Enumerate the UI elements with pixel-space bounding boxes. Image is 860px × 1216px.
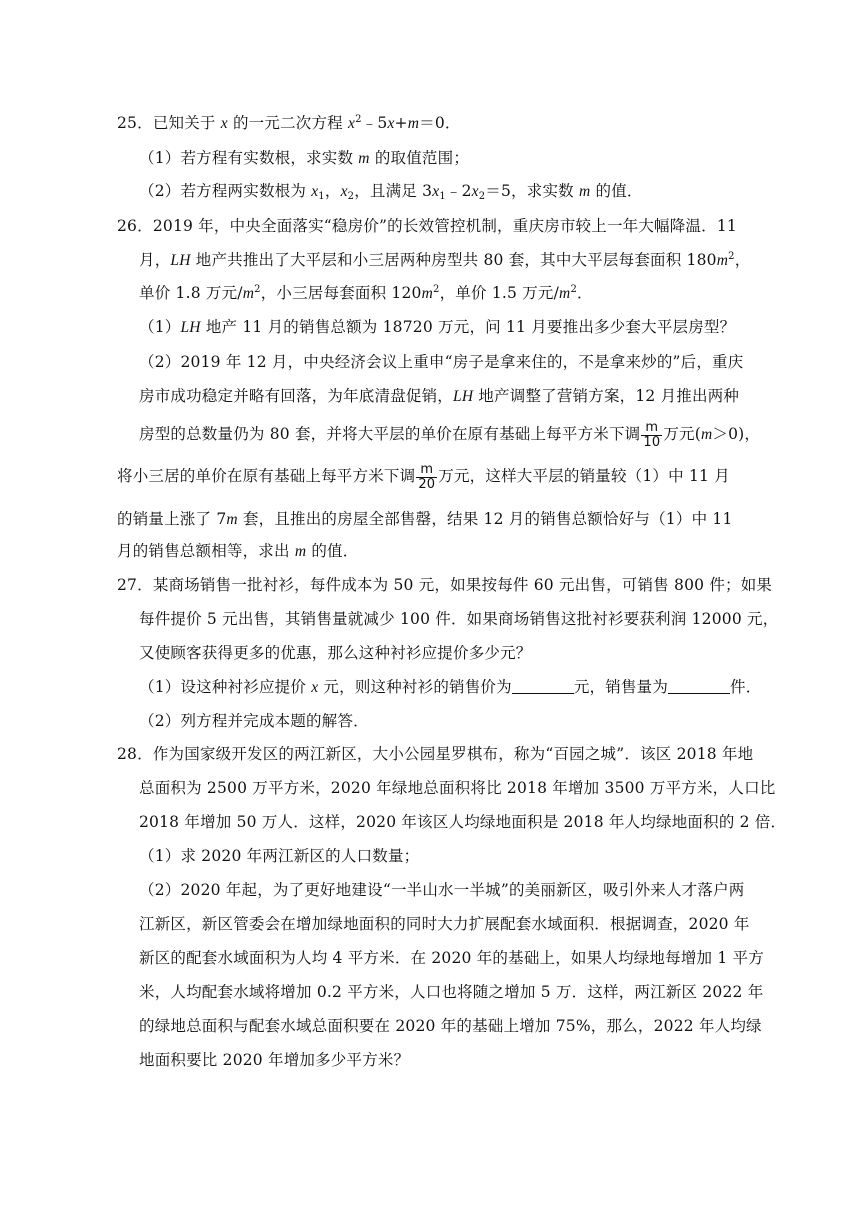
q26-line-2 <box>139 250 750 271</box>
q26-p2-l3-text-a: 房型的总数量仍为 80 套，并将大平层的单价在原有基础上每平方米下调 <box>139 425 641 443</box>
q25-part2 <box>139 181 643 202</box>
exponent: 2 <box>728 251 735 262</box>
q26-part2-line-3 <box>139 418 760 451</box>
var-m: m <box>579 183 591 200</box>
q28-part2-line-5: 的绿地总面积与配套水域总面积要在 2020 年的基础上增加 75%，那么，2022 年人均绿 <box>139 1017 762 1035</box>
q26-part2-line-4 <box>117 460 730 492</box>
exponent: 2 <box>355 114 362 125</box>
q26-l3-text-c: ，单价 1.5 万元/ <box>439 284 560 302</box>
subscript: 1 <box>439 191 446 202</box>
var-m: m <box>358 150 370 167</box>
q26-part2-line-2 <box>139 386 739 407</box>
q27-part2: （2）列方程并完成本题的解答． <box>139 712 369 730</box>
var-x: x <box>432 183 440 200</box>
fraction-m-over-20 <box>416 463 437 492</box>
q28-part2-line-3: 新区的配套水域面积为人均 4 平方米．在 2020 年的基础上，如果人均绿地每增加 1 平方 <box>139 949 764 967</box>
q26-p2-l6-text-a: 月的销售总额相等，求出 <box>117 542 295 560</box>
var-x: x <box>348 115 356 132</box>
q26-line-3 <box>139 283 593 304</box>
var-x: x <box>340 183 348 200</box>
var-m: m <box>701 426 713 443</box>
q26-l2-text-b: 地产共推出了大平层和小三居两种房型共 80 套，其中大平层每套面积 180 <box>190 251 717 269</box>
q26-l2-text-c: ， <box>734 251 751 269</box>
q26-p2-l5-text-a: 的销量上涨了 7 <box>117 510 227 528</box>
q25-stem-text-b: 的一元二次方程 <box>227 114 349 132</box>
q25-stem-text-a: 25．已知关于 <box>117 114 221 132</box>
q26-p2-l2-text-b: 地产调整了营销方案，12 月推出两种 <box>473 387 740 405</box>
q25-p2-text-a: （2）若方程两实数根为 <box>139 182 312 200</box>
q27-p1-text-b: 元，则这种衬衫的销售价为 <box>318 678 512 696</box>
unit-m: m <box>559 285 571 302</box>
fraction-m-over-10 <box>641 421 662 450</box>
q26-line-1: 26．2019 年，中央全面落实“稳房价”的长效管控机制，重庆房市较上一年大幅降温．11 <box>117 217 737 235</box>
exponent: 2 <box>570 284 577 295</box>
q26-p2-l4-text-b: 万元，这样大平层的销量较（1）中 11 月 <box>438 467 730 485</box>
subscript: 2 <box>347 191 355 202</box>
q27-p1-text-c: 元，销售量为 <box>573 678 669 696</box>
unit-m: m <box>716 252 729 269</box>
q28-part2-line-6: 地面积要比 2020 年增加多少平方米？ <box>139 1051 410 1069</box>
unit-m: m <box>421 285 434 302</box>
q28-part2-line-2: 江新区，新区管委会在增加绿地面积的同时大力扩展配套水域面积．根据调查，2020 年 <box>139 915 750 933</box>
var-m: m <box>294 543 307 560</box>
exponent: 2 <box>254 284 261 295</box>
q26-part2-line-5 <box>117 509 733 530</box>
q27-p1-text-a: （1）设这种衬衫应提价 <box>139 678 312 696</box>
subscript: 2 <box>478 191 486 202</box>
q28-line-2: 总面积为 2500 万平方米，2020 年绿地总面积将比 2018 年增加 3500 万平方米，人口比 <box>139 779 776 797</box>
q26-p2-l5-text-b: 套，且推出的房屋全部售罄，结果 12 月的销售总额恰好与（1）中 11 <box>237 510 733 528</box>
q28-part2-line-4: 米，人均配套水域将增加 0.2 平方米，人口也将随之增加 5 万．这样，两江新区 2022 年 <box>139 983 764 1001</box>
q25-eq-part: + <box>394 114 408 132</box>
q28-part2-line-1: （2）2020 年起，为了更好地建设“一半山水一半城”的美丽新区，吸引外来人才落户两 <box>139 881 745 899</box>
q26-part2-line-6 <box>117 541 358 562</box>
q25-p2-text-d: ＝5，求实数 <box>485 182 579 200</box>
fraction-numerator: m <box>416 463 437 478</box>
q25-p2-text-c: ﹣2 <box>445 182 472 200</box>
q28-line-1: 28．作为国家级开发区的两江新区，大小公园星罗棋布，称为“百园之城”．该区 2018 年地 <box>117 745 754 763</box>
q26-l3-text-b: ，小三居每套面积 120 <box>260 284 422 302</box>
var-x: x <box>387 115 395 132</box>
var-x: x <box>311 183 319 200</box>
q25-p2-text-e: 的值． <box>590 182 643 200</box>
unit-m: m <box>242 285 255 302</box>
answer-blank-price[interactable] <box>512 679 574 694</box>
q26-part1 <box>139 317 735 338</box>
var-lh: LH <box>170 252 191 269</box>
comma: ， <box>324 182 341 200</box>
q26-p2-l2-text-a: 房市成功稳定并略有回落，为年底清盘促销， <box>139 387 454 405</box>
q26-p2-l6-text-b: 的值． <box>306 542 359 560</box>
q25-eq-end: ＝0． <box>419 114 461 132</box>
subscript: 1 <box>318 191 325 202</box>
q26-p2-l4-text-a: 将小三居的单价在原有基础上每平方米下调 <box>117 467 416 485</box>
q27-p1-text-d: 件． <box>730 678 762 696</box>
q26-p1-text-b: 地产 11 月的销售总额为 18720 万元，问 11 月要推出多少套大平层房型？ <box>200 318 736 336</box>
q28-line-3: 2018 年增加 50 万人．这样，2020 年该区人均绿地面积是 2018 年人均绿地面积的 2 倍． <box>139 813 787 831</box>
q25-part1 <box>139 148 469 169</box>
var-x: x <box>311 679 319 696</box>
var-lh: LH <box>453 388 474 405</box>
fraction-denominator: 10 <box>643 434 661 450</box>
q26-p2-l3-text-b: 万元( <box>663 425 701 443</box>
q26-part2-line-1: （2）2019 年 12 月，中央经济会议上重申“房子是拿来住的，不是拿来炒的”后，重庆 <box>139 353 744 371</box>
q26-l3-text-d: ． <box>577 284 593 302</box>
q27-line-3: 又使顾客获得更多的优惠，那么这种衬衫应提价多少元？ <box>139 644 532 662</box>
var-x: x <box>471 183 479 200</box>
q27-part1 <box>139 677 761 698</box>
q26-l3-text-a: 单价 1.8 万元/ <box>139 284 243 302</box>
var-m: m <box>407 115 420 132</box>
var-m: m <box>226 511 238 528</box>
exponent: 2 <box>433 284 440 295</box>
q28-part1: （1）求 2020 年两江新区的人口数量； <box>139 847 420 865</box>
q25-eq-part: ﹣5 <box>361 114 388 132</box>
answer-blank-quantity[interactable] <box>668 679 730 694</box>
fraction-numerator: m <box>641 421 662 436</box>
q27-line-1: 27．某商场销售一批衬衫，每件成本为 50 元，如果按每件 60 元出售，可销售 800 件；如果 <box>117 576 773 594</box>
q26-p2-l3-text-c: ＞0)， <box>712 425 761 443</box>
q25-stem <box>117 113 461 134</box>
var-lh: LH <box>180 319 201 336</box>
q26-p1-text-a: （1） <box>139 318 181 336</box>
var-x: x <box>220 115 228 132</box>
q25-p2-text-b: ，且满足 3 <box>354 182 433 200</box>
q27-line-2: 每件提价 5 元出售，其销售量就减少 100 件．如果商场销售这批衬衫要获利润 12000 元， <box>139 610 779 628</box>
q25-p1-text-a: （1）若方程有实数根，求实数 <box>139 149 359 167</box>
fraction-denominator: 20 <box>418 476 436 492</box>
q26-l2-text-a: 月， <box>139 251 171 269</box>
q25-p1-text-b: 的取值范围； <box>369 149 470 167</box>
